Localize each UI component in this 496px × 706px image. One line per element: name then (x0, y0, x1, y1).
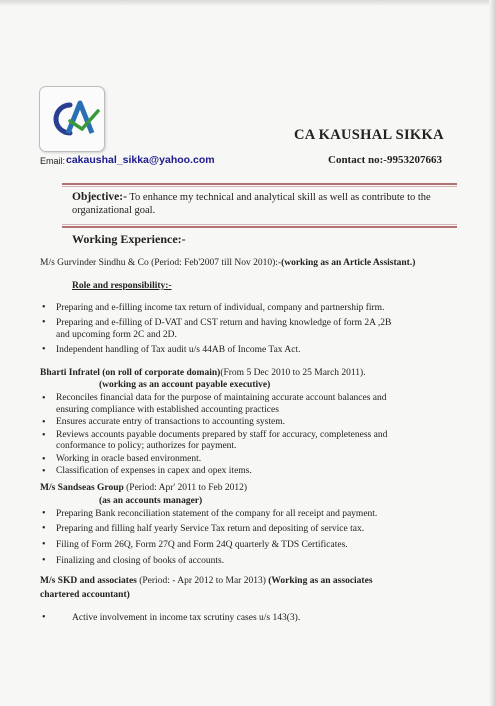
job3-period: (Period: Apr' 2011 to Feb 2012) (126, 483, 248, 493)
job1-company-period: M/s Gurvinder Sindhu & Co (Period: Feb'2007 till Nov 2010):- (40, 258, 282, 268)
job1-note: (working as an Article Assistant.) (281, 258, 416, 268)
list-item: • Preparing and e-filling income tax return of individual, company and partnership firm. (40, 302, 460, 314)
experience-heading: Working Experience:- (72, 232, 186, 246)
list-item: • Finalizing and closing of books of accounts. (40, 555, 460, 567)
job2-company: Bharti Infratel (on roll of corporate domain) (40, 368, 221, 378)
divider-rule (62, 224, 457, 225)
ca-logo-icon (39, 86, 105, 152)
job1-line (40, 258, 415, 268)
job3-role: (as an accounts manager) (99, 496, 203, 506)
list-item: • Reconciles financial data for the purpose of maintaining accurate account balances and (40, 393, 460, 405)
job4-role: (Working as an associates (268, 576, 373, 586)
list-item: • Classification of expenses in capex and opex items. (40, 466, 460, 478)
job2-role: (working as an account payable executive) (99, 380, 271, 390)
job2-line (40, 368, 366, 378)
list-item: • Filing of Form 26Q, Form 27Q and Form 24Q quarterly & TDS Certificates. (40, 539, 460, 551)
email-label: Email: (40, 156, 66, 166)
job4-bullets (40, 612, 460, 627)
divider-rule (62, 226, 457, 228)
job4-role-continued: chartered accountant) (40, 590, 130, 600)
divider-rule (62, 186, 457, 187)
list-item: • Preparing and filling half yearly Service Tax return and depositing of service tax. (40, 523, 460, 535)
list-item: • Preparing Bank reconciliation statement of the company for all receipt and payment. (40, 508, 460, 520)
list-item: • Reviews accounts payable documents prepared by staff for accuracy, completeness and (40, 430, 460, 442)
job3-line (40, 483, 247, 493)
page-right-shadow (489, 0, 496, 706)
divider-rule (62, 183, 457, 185)
contact-number: Contact no:-9953207663 (328, 154, 442, 166)
list-item (40, 329, 460, 341)
list-item-continuation: and upcoming form 2C and 2D. (56, 330, 177, 340)
objective-text: To enhance my technical and analytical skill as well as contribute to the organizational goal. (72, 192, 431, 216)
list-item: • Active involvement in income tax scrutiny cases u/s 143(3). (40, 612, 460, 624)
job4-company: M/s SKD and associates (40, 576, 137, 586)
job2-period: (From 5 Dec 2010 to 25 March 2011). (220, 368, 366, 378)
list-item: • Working in oracle based environment. (40, 454, 460, 466)
list-item: conformance to policy; authorizes for payment. (56, 441, 237, 451)
job3-bullets (40, 508, 460, 570)
objective-section (72, 191, 452, 217)
list-item: • Preparing and e-filling of D-VAT and CST return and having knowledge of form 2A ,2B (40, 317, 460, 329)
page-top-shadow (0, 0, 496, 6)
email-link[interactable]: cakaushal_sikka@yahoo.com (66, 154, 215, 166)
job1-bullets (40, 302, 460, 359)
candidate-name: CA KAUSHAL SIKKA (294, 127, 444, 143)
job3-company: M/s Sandseas Group (40, 483, 124, 493)
objective-label: Objective:- (72, 191, 127, 203)
list-item: • Ensures accurate entry of transactions to accounting system. (40, 417, 460, 429)
role-heading: Role and responsibility:- (72, 281, 172, 291)
job4-line (40, 576, 373, 586)
job2-bullets (40, 393, 460, 479)
job4-period: (Period: - Apr 2012 to Mar 2013) (139, 576, 266, 586)
list-item: • Independent handling of Tax audit u/s 44AB of Income Tax Act. (40, 344, 460, 356)
list-item: ensuring compliance with established accounting practices (56, 404, 279, 415)
